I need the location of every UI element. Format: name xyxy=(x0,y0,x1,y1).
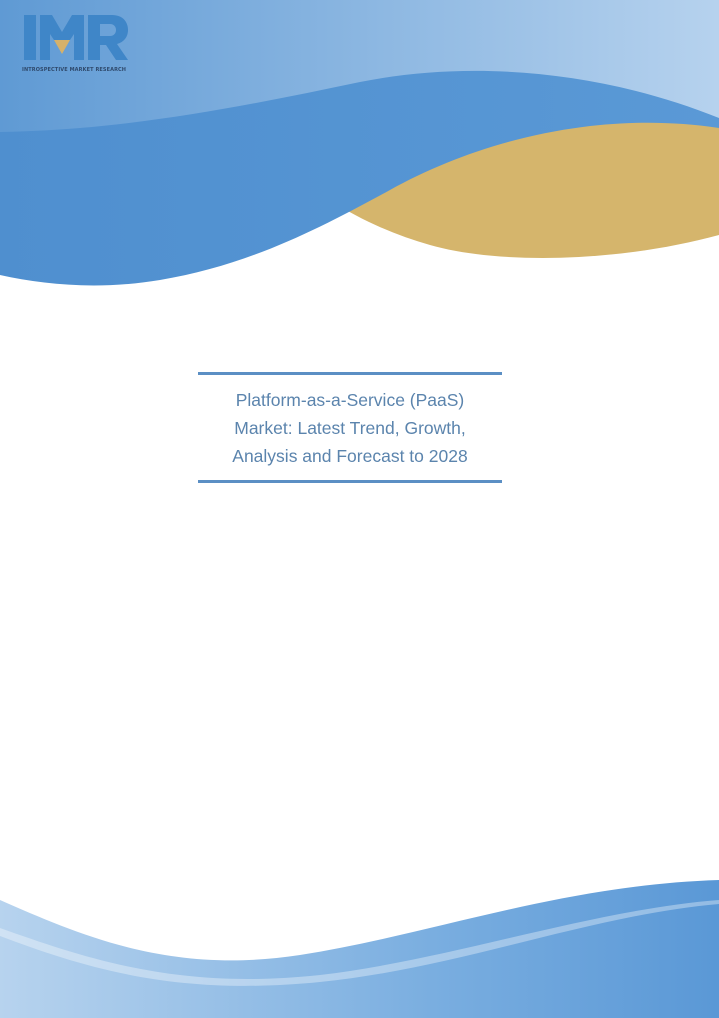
report-title xyxy=(198,386,502,470)
report-title-line-2: Market: Latest Trend, Growth, xyxy=(234,418,466,438)
report-title-line-3: Analysis and Forecast to 2028 xyxy=(232,446,468,466)
title-rule-bottom xyxy=(198,480,502,483)
title-rule-top xyxy=(198,372,502,375)
logo-caption: INTROSPECTIVE MARKET RESEARCH xyxy=(22,67,127,73)
report-title-block xyxy=(198,372,502,484)
company-logo xyxy=(22,12,134,76)
imr-logo-mark xyxy=(22,12,134,64)
report-title-line-1: Platform-as-a-Service (PaaS) xyxy=(235,390,465,410)
bottom-wave xyxy=(0,880,719,1018)
